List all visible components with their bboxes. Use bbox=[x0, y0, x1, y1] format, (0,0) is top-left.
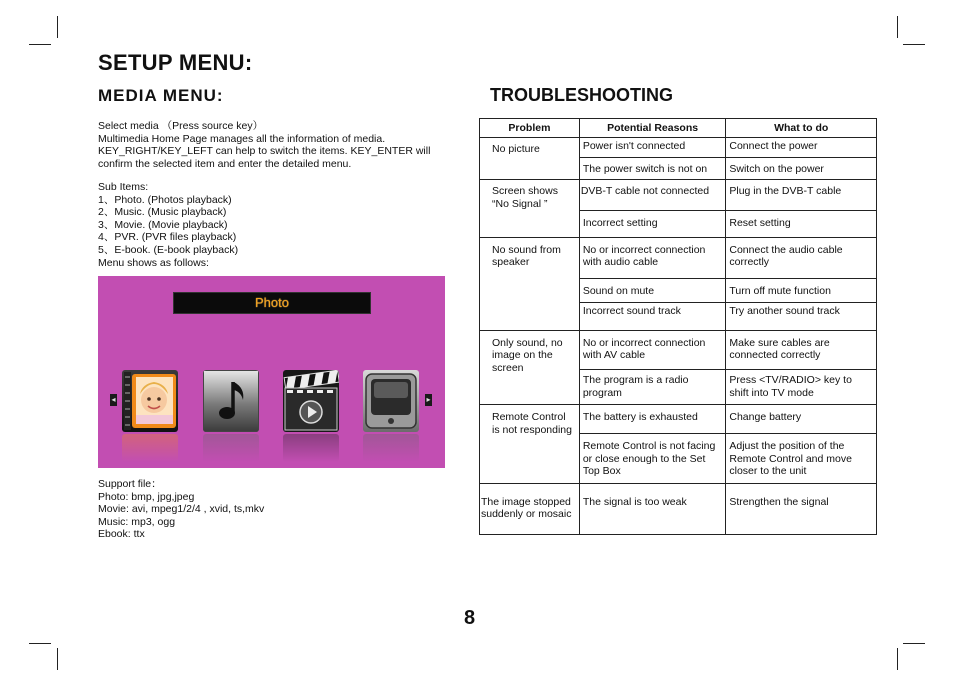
action-cell: Reset setting bbox=[726, 211, 877, 237]
support-line: Movie: avi, mpeg1/2/4 , xvid, ts,mkv bbox=[98, 503, 265, 516]
list-item: 1、Photo. (Photos playback) bbox=[98, 193, 232, 206]
reason-cell: Incorrect sound track bbox=[579, 302, 726, 330]
crop-mark bbox=[903, 44, 925, 45]
reason-cell: Remote Control is not facing or close enough to the Set Top Box bbox=[579, 434, 726, 483]
list-item: 2、Music. (Music playback) bbox=[98, 206, 227, 219]
page-number: 8 bbox=[464, 607, 476, 629]
crop-mark bbox=[57, 16, 58, 38]
table-row bbox=[480, 405, 877, 434]
table-row bbox=[480, 138, 877, 158]
action-cell: Try another sound track bbox=[726, 302, 877, 330]
reason-cell: The power switch is not on bbox=[579, 158, 726, 180]
crop-mark bbox=[57, 648, 58, 670]
reason-cell: The signal is too weak bbox=[579, 483, 726, 534]
list-item: 4、PVR. (PVR files playback) bbox=[98, 231, 237, 244]
intro-line: Multimedia Home Page manages all the information of media. KEY_RIGHT/KEY_LEFT can help to switch the items. KEY_ENTER will confirm the selected item and enter the detailed menu. bbox=[98, 132, 431, 170]
media-menu-heading: MEDIA MENU: bbox=[98, 86, 224, 105]
photo-icon[interactable] bbox=[122, 370, 178, 432]
list-item: 5、E-book. (E-book playback) bbox=[98, 243, 239, 256]
column-header: Potential Reasons bbox=[579, 119, 726, 138]
action-cell: Connect the audio cable correctly bbox=[726, 237, 877, 278]
list-item: 3、Movie. (Movie playback) bbox=[98, 218, 228, 231]
support-files bbox=[98, 478, 264, 541]
right-arrow-icon[interactable]: ▸ bbox=[426, 395, 431, 404]
action-cell: Plug in the DVB-T cable bbox=[726, 180, 877, 211]
problem-cell: Screen shows “No Signal ” bbox=[480, 180, 580, 237]
support-line: Support file： bbox=[98, 478, 162, 490]
media-menu-screen bbox=[98, 276, 445, 468]
sub-items-title: Sub Items: bbox=[98, 181, 149, 193]
support-line: Ebook: ttx bbox=[98, 528, 145, 541]
icon-reflection bbox=[363, 434, 419, 462]
action-cell: Switch on the power bbox=[726, 158, 877, 180]
crop-mark bbox=[897, 16, 898, 38]
reason-cell: The program is a radio program bbox=[579, 370, 726, 405]
sub-items-list bbox=[98, 181, 238, 269]
selected-item-bar: Photo bbox=[173, 292, 371, 314]
reason-cell: The battery is exhausted bbox=[579, 405, 726, 434]
icon-reflection bbox=[122, 434, 178, 462]
support-line: Music: mp3, ogg bbox=[98, 515, 176, 528]
table-row bbox=[480, 330, 877, 369]
reason-cell: No or incorrect connection with AV cable bbox=[579, 330, 726, 369]
intro-line: Select media （Press source key） bbox=[98, 120, 264, 132]
crop-mark bbox=[29, 44, 51, 45]
left-arrow-icon[interactable]: ◂ bbox=[111, 395, 116, 404]
table-row bbox=[480, 237, 877, 278]
tv-icon[interactable] bbox=[363, 370, 419, 432]
action-cell: Turn off mute function bbox=[726, 278, 877, 302]
music-note-icon[interactable] bbox=[203, 370, 259, 432]
reason-cell: DVB-T cable not connected bbox=[579, 180, 726, 211]
column-header: Problem bbox=[480, 119, 580, 138]
clapperboard-icon[interactable] bbox=[283, 370, 339, 432]
troubleshooting-table bbox=[479, 118, 877, 535]
media-intro bbox=[98, 120, 443, 170]
troubleshooting-heading: TROUBLESHOOTING bbox=[490, 85, 673, 105]
table-row bbox=[480, 180, 877, 211]
crop-mark bbox=[903, 643, 925, 644]
icon-reflection bbox=[203, 434, 259, 462]
icon-reflection bbox=[283, 434, 339, 462]
action-cell: Press <TV/RADIO> key to shift into TV mode bbox=[726, 370, 877, 405]
reason-cell: No or incorrect connection with audio cable bbox=[579, 237, 726, 278]
crop-mark bbox=[897, 648, 898, 670]
table-row bbox=[480, 483, 877, 534]
action-cell: Adjust the position of the Remote Control and move closer to the unit bbox=[726, 434, 877, 483]
menu-note: Menu shows as follows: bbox=[98, 256, 209, 269]
problem-cell: Only sound, no image on the screen bbox=[480, 330, 580, 404]
action-cell: Connect the power bbox=[726, 138, 877, 158]
crop-mark bbox=[29, 643, 51, 644]
reason-cell: Incorrect setting bbox=[579, 211, 726, 237]
problem-cell: No sound from speaker bbox=[480, 237, 580, 330]
problem-cell: Remote Control is not responding bbox=[480, 405, 580, 483]
reason-cell: Sound on mute bbox=[579, 278, 726, 302]
problem-cell: No picture bbox=[480, 138, 580, 180]
problem-cell: The image stopped suddenly or mosaic bbox=[480, 483, 580, 534]
reason-cell: Power isn't connected bbox=[579, 138, 726, 158]
table-header-row bbox=[480, 119, 877, 138]
page-title: SETUP MENU: bbox=[98, 50, 253, 75]
support-line: Photo: bmp, jpg,jpeg bbox=[98, 490, 195, 503]
column-header: What to do bbox=[726, 119, 877, 138]
action-cell: Strengthen the signal bbox=[726, 483, 877, 534]
action-cell: Change battery bbox=[726, 405, 877, 434]
action-cell: Make sure cables are connected correctly bbox=[726, 330, 877, 369]
